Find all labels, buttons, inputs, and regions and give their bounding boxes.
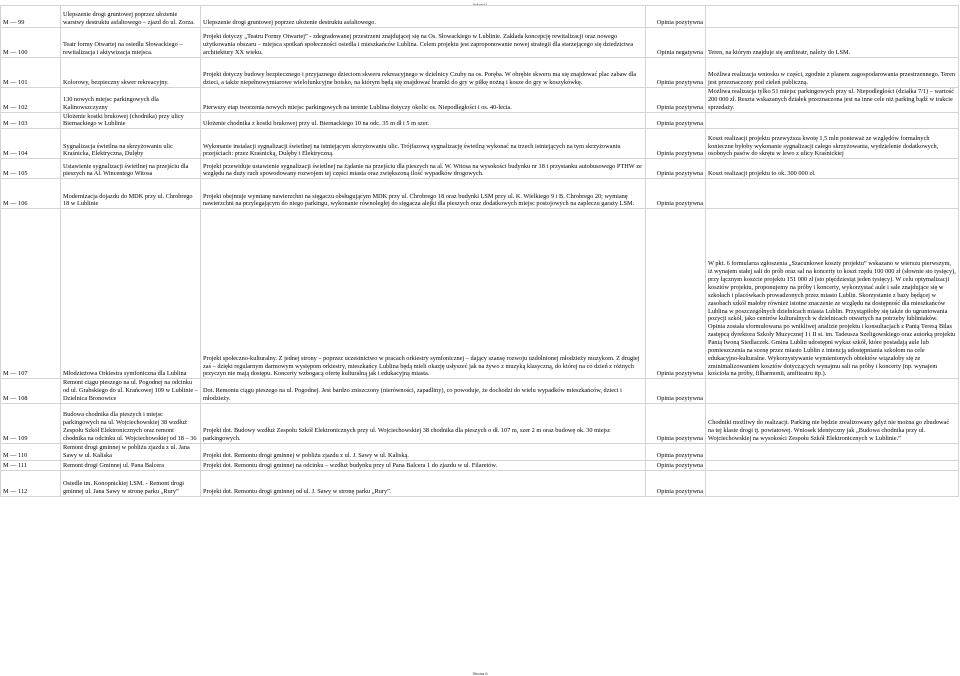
project-opinion: Opinia negatywna — [646, 28, 706, 58]
project-name: Modernizacja dojazdu do MDK przy ul. Chrobrego 18 w Lublinie — [61, 179, 201, 209]
project-justification: Projekt dot. Remontu drogi gminnej w pobliżu zjazdu z ul. J. Sawy w ul. Kaliską. — [201, 443, 646, 460]
project-comment: W pkt. 6 formularza zgłoszenia „Szacunkowe koszty projektu” wskazano w wierszu pierwszym, iż wynajem stałej sali do prób oraz sal na koncerty to koszt rzędu 100 000 zł (słownie sto tysięcy), przy łącznym koszcie projektu 151 000 zł (sto pięćdziesiąt jeden tysięcy). W celu optymalizacji kosztów projektu, proponujemy na próby i koncerty, wykorzystać aule i sale znajdujące się w szkołach i placówkach prowadzonych przez miasto Lublin. Skorzystanie z bazy będącej w zasobach szkół małoby również istotne znaczenie ze względu na dostępność dla mieszkańców Lublina w poszczególnych dzielnicach miasta Lublin. Przystąpiłoby się także do ugruntowania pozycji szkół, jako centrów kulturalnych w dzielnicach otwartych na potrzeby lubliniaków. Opinia została sformułowana po wnikliwej analizie projektu i konsultacjach z Panią Teresą Bilas zastępcą dyrektora Szkoły Muzycznej I i II st. im. Tadeusza Szeligowskiego oraz autorką projektu Panią Iwoną Siedlaczek. Gmina Lublin udostępni wykaz szkół, które posiadają aule lub pomieszczenia na scenę przez miasto Lublin z intencją udostępniania szkołom na cele edukacyjno-kulturalne. Wykorzystywanie wymienionych obiektów wiązałoby się ze zminimalizowaniem kosztów dotyczących wynajmu sali na próby i koncerty (np. wynajem kościoła na próby, filharmonii, amfiteatru itp.). — [706, 209, 959, 379]
project-name: Osiedle im. Konopnickiej LSM. - Remont drogi gminnej ul. Jana Sawy w stronę parku „Rury” — [61, 470, 201, 496]
project-opinion: Opinia pozytywna — [646, 6, 706, 28]
project-comment — [706, 460, 959, 470]
project-name: 130 nowych miejsc parkingowych dla Kalinowszczyzny — [61, 88, 201, 113]
project-justification: Ułożenie chodnika z kostki brukowej przy ul. Biernackiego 10 na odc. 35 m dł i 5 m szer. — [201, 112, 646, 129]
project-opinion: Opinia pozytywna — [646, 403, 706, 443]
table-row — [1, 88, 959, 113]
table-row — [1, 129, 959, 159]
project-id: M — 101 — [1, 58, 61, 88]
project-id: M — 105 — [1, 159, 61, 179]
project-opinion: Opinia pozytywna — [646, 443, 706, 460]
project-opinion: Opinia pozytywna — [646, 379, 706, 404]
table-row — [1, 159, 959, 179]
project-id: M — 107 — [1, 209, 61, 379]
project-id: M — 102 — [1, 88, 61, 113]
project-name: Remont ciągu pieszego na ul. Pogodnej na odcinku od ul. Grabskiego do ul. Krańcowej 109 w Lublinie – Dzielnica Bronowice — [61, 379, 201, 404]
table-row — [1, 28, 959, 58]
project-opinion: Opinia pozytywna — [646, 460, 706, 470]
project-id: M — 109 — [1, 403, 61, 443]
project-comment — [706, 470, 959, 496]
project-comment: Chodniki możliwy do realizacji. Parking nie będzie zrealizowany gdyż nie można go zbudować na tej klasie drogi tj. powiatowej. Wniosek identyczny jak „Budowa chodnika przy ul. Wojciechowskiej na wysokości Zespołu Szkół Elektronicznych w Lublinie.” — [706, 403, 959, 443]
table-row — [1, 112, 959, 129]
project-comment — [706, 6, 959, 28]
project-comment — [706, 379, 959, 404]
project-opinion: Opinia pozytywna — [646, 88, 706, 113]
project-name: Ulepszenie drogi gruntowej poprzez ułożenie warstwy destruktu asfaltowego – zjazd do ul. Zorza. — [61, 6, 201, 28]
project-name: Ułożenie kostki brukowej (chodnika) przy ulicy Biernackiego w Lublinie — [61, 112, 201, 129]
page-footer: Strona 6 — [472, 671, 488, 676]
project-opinion: Opinia pozytywna — [646, 129, 706, 159]
project-justification: Projekt przewiduje ustawienie sygnalizacji świetlnej na żądanie na przejściu dla pieszych na al. W. Witosa na wysokości budynku nr 18 i przystanku autobusowego PTHW ze względu na duży ruch spowodowany rozwojem tej części miasta oraz zwiększoną ilość wypadków drogowych. — [201, 159, 646, 179]
project-id: M — 108 — [1, 379, 61, 404]
project-comment: Teren, na którym znajduje się amfiteatr, należy do LSM. — [706, 28, 959, 58]
project-opinion: Opinia pozytywna — [646, 209, 706, 379]
project-opinion: Opinia pozytywna — [646, 112, 706, 129]
projects-table — [0, 5, 959, 497]
project-justification: Ulepszenie drogi gruntowej poprzez ułożenie destruktu asfaltowego. — [201, 6, 646, 28]
project-name: Młodzieżowa Orkiestra symfoniczna dla Lublina — [61, 209, 201, 379]
table-row — [1, 403, 959, 443]
project-id: M — 110 — [1, 443, 61, 460]
project-opinion: Opinia pozytywna — [646, 159, 706, 179]
project-justification: Wykonanie instalacji sygnalizacji świetlnej na istniejącym skrzyżowaniu ulic. Trójfazową sygnalizację świetlną wykonać na trzech istniejących na tym skrzyżowaniu przejściach: przez Kraśnicką, Dulęby i Elektryczną. — [201, 129, 646, 159]
project-justification: Pierwszy etap tworzenia nowych miejsc parkingowych na terenie Lublina dotyczy okolic os. Niepodległości i os. 40-lecia. — [201, 88, 646, 113]
project-name: Ustawienie sygnalizacji świetlnej na przejściu dla pieszych na Al. Wincentego Witosa — [61, 159, 201, 179]
table-row — [1, 379, 959, 404]
project-justification: Projekt dot. Remontu drogi gminnej od ul. J. Sawy w stronę parku „Rury”. — [201, 470, 646, 496]
project-id: M — 100 — [1, 28, 61, 58]
project-id: M — 104 — [1, 129, 61, 159]
project-name: Remont drogi gminnej w pobliżu zjazdu z ul. Jana Sawy w ul. Kaliska — [61, 443, 201, 460]
project-justification: Projekt dot. Remontu drogi gminnej na odcinku – wzdłuż budynku przy ul Pana Balcera 1 do zjazdu w ul. Filaretów. — [201, 460, 646, 470]
project-comment: Koszt realizacji projektu to ok. 300 000 zł. — [706, 159, 959, 179]
project-id: M — 106 — [1, 179, 61, 209]
sheet-label: Arkusz1 — [472, 2, 488, 7]
project-justification: Projekt społeczno-kulturalny. Z jednej strony – poprzez uczestnictwo w pracach orkiestry symfonicznej – dający szansę rozwoju uzdolnionej młodzieży muzykom. Z drugiej zaś – dzięki regularnym darmowym występom orkiestry, mieszkańcy Lublina będą mieli okazję usłyszeć jak na żywo z muzyką klasyczną, do której na co dzień z różnych przyczyn nie mają dostępu. Koncerty wzbogacą ofertę kulturalną jak i edukacyjną miasta. — [201, 209, 646, 379]
table-row — [1, 179, 959, 209]
table-row — [1, 58, 959, 88]
project-id: M — 111 — [1, 460, 61, 470]
project-justification: Projekt dotyczy „Teatru Formy Otwartej” - zdegradowanej przestrzeni znajdującej się na Os. Słowackiego w Lublinie. Zakłada koncepcję rewitalizacji oraz nowego użytkowania obszaru – miejsca spotkań społeczności osiedla i mieszkańców Lublina. Celem projektu jest zaproponowanie nowej strategii dla starzejącego się dziedzictwa architektury XX wieku. — [201, 28, 646, 58]
table-row — [1, 443, 959, 460]
project-comment: Możliwa realizacja tylko 51 miejsc parkingowych przy ul. Niepodległości (działka 7/1) – wartość 200 000 zł. Reszta wskazanych działek przeznaczona jest na inne cele niż parking bądź w trakcie sprzedaży. — [706, 88, 959, 113]
project-comment: Możliwa realizacja wniosku w części, zgodnie z planem zagospodarowania przestrzennego. Teren jest przeznaczony pod zieleń publiczną. — [706, 58, 959, 88]
project-name: Sygnalizacja świetlna na skrzyżowaniu ulic Kraśnicka, Elektryczna, Dulęby — [61, 129, 201, 159]
project-justification: Projekt dotyczy budowy bezpiecznego i przyjaznego dzieciom skweru rekreacyjnego w dzielnicy Czuby na os. Poręba. W obrębie skweru ma się znajdować plac zabaw dla dzieci, a także niepełnowymiarowe wielofunkcyjne boisko, na którym będą się znajdować bramki do gry w piłkę nożną i kosze do gry w koszykówkę. — [201, 58, 646, 88]
project-opinion: Opinia pozytywna — [646, 58, 706, 88]
table-row — [1, 460, 959, 470]
project-opinion: Opinia pozytywna — [646, 179, 706, 209]
project-name: Kolorowy, bezpieczny skwer rekreacyjny. — [61, 58, 201, 88]
project-id: M — 103 — [1, 112, 61, 129]
project-comment: Koszt realizacji projektu przewyższa kwotę 1,5 mln ponieważ ze względów formalnych konieczne byłoby wykonanie sygnalizacji całego skrzyżowania, wydzielenie dodatkowych, osobnych pasów do skrętu w lewo z ulicy Kraśnickiej — [706, 129, 959, 159]
table-row — [1, 470, 959, 496]
table-row — [1, 209, 959, 379]
project-comment — [706, 443, 959, 460]
project-id: M — 99 — [1, 6, 61, 28]
project-name: Remont drogi Gminnej ul. Pana Balcera — [61, 460, 201, 470]
project-comment — [706, 112, 959, 129]
project-justification: Projekt obejmuje wymianę nawierzchni na sięgaczu obsługującym MDK przy ul. Chrobrego 18 oraz budynki LSM przy ul. K. Wielkiego 9 i B. Chrobrego 20; wymianę nawierzchni na przylegającym do niego parkingu, wykonanie równoległej do sięgacza alejki dla pieszych oraz dodatkowych miejsc postojowych na zapleczu garaży LSM. — [201, 179, 646, 209]
project-name: Budowa chodnika dla pieszych i miejsc parkingowych na ul. Wojciechowskiej 38 wzdłuż Zespołu Szkół Elektronicznych oraz remont chodnika na odcinku ul. Wojciechowskiej od 18 – 36 — [61, 403, 201, 443]
project-id: M — 112 — [1, 470, 61, 496]
project-comment — [706, 179, 959, 209]
project-justification: Projekt dot. Budowy wzdłuż Zespołu Szkół Elektronicznych przy ul. Wojciechowskiej 38 chodnika dla pieszych o dł. 107 m, szer 2 m oraz budowę ok. 30 miejsc parkingowych. — [201, 403, 646, 443]
table-row — [1, 6, 959, 28]
project-justification: Dot. Remontu ciągu pieszego na ul. Pogodnej. Jest bardzo zniszczony (nierówności, zapadliny), co powoduje, że dochodzi do wielu wypadków mieszkańców, dzieci i młodzieży. — [201, 379, 646, 404]
project-name: Teatr formy Otwartej na osiedlu Słowackiego – rewitalizacja i aktywizacja miejsca. — [61, 28, 201, 58]
project-opinion: Opinia pozytywna — [646, 470, 706, 496]
